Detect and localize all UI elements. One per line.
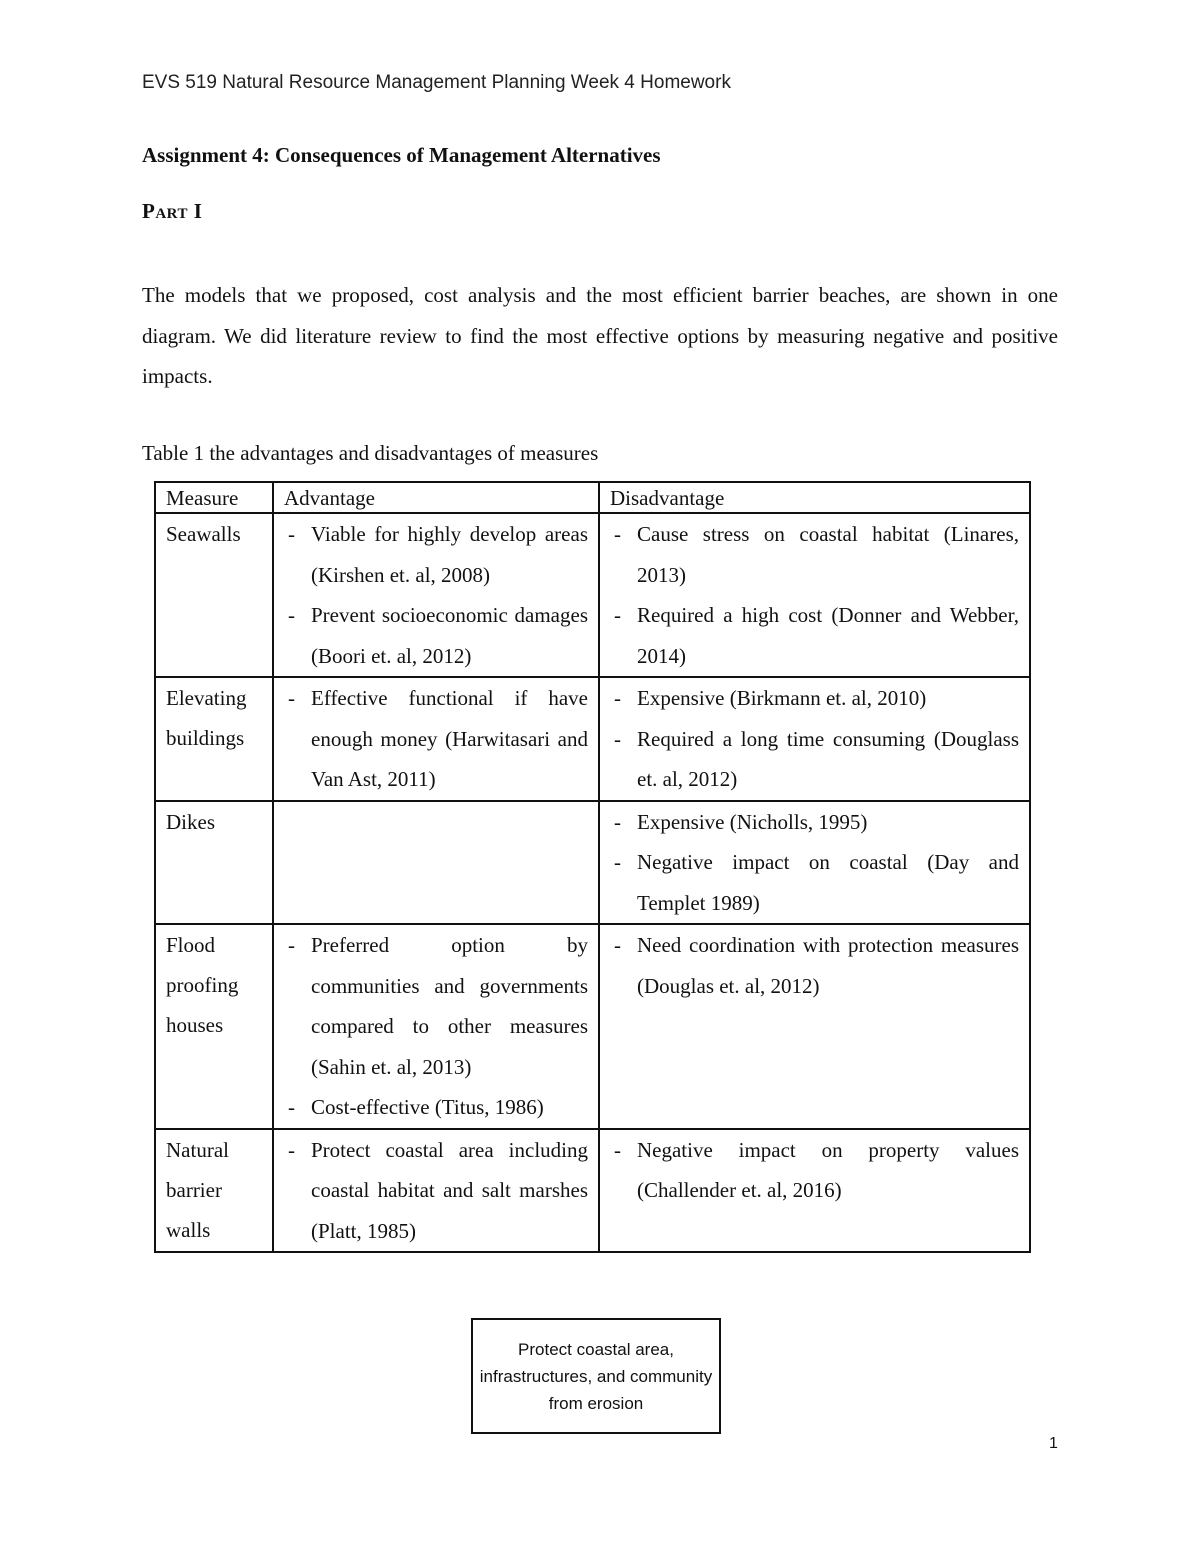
table-row [155, 513, 1030, 677]
disadvantage-item: - Cause stress on coastal habitat (Linares, 2013) [610, 514, 1019, 595]
measure-name: Flood proofing houses [166, 933, 239, 1037]
measure-cell [155, 1129, 273, 1253]
disadvantage-cell [599, 801, 1030, 925]
measure-name: Natural barrier walls [166, 1137, 229, 1242]
disadvantage-item: - Required a high cost (Donner and Webber, 2014) [610, 595, 1019, 676]
disadvantage-item: - Expensive (Nicholls, 1995) [610, 802, 1019, 843]
diagram-goal-box [471, 1318, 721, 1434]
advantage-cell [273, 513, 599, 677]
disadvantage-item: - Required a long time consuming (Douglass et. al, 2012) [610, 719, 1019, 800]
advantage-cell [273, 801, 599, 925]
table-row [155, 801, 1030, 925]
table-header-row [155, 482, 1030, 513]
table-caption: Table 1 the advantages and disadvantages of measures [142, 441, 599, 465]
measure-cell [155, 924, 273, 1129]
disadvantage-cell [599, 1129, 1030, 1253]
measure-name: Dikes [166, 809, 215, 834]
advantage-cell [273, 677, 599, 801]
intro-paragraph: The models that we proposed, cost analysis and the most efficient barrier beaches, are shown in one diagram. We did literature review to find the most effective options by measuring negative and positive impacts. [142, 283, 1058, 388]
disadvantage-item: - Expensive (Birkmann et. al, 2010) [610, 678, 1019, 719]
disadvantage-cell [599, 513, 1030, 677]
header-measure: Measure [155, 482, 273, 513]
measures-table [154, 481, 1031, 1253]
advantage-item: - Protect coastal area including coastal habitat and salt marshes (Platt, 1985) [284, 1130, 588, 1252]
table-row [155, 924, 1030, 1129]
table-row [155, 677, 1030, 801]
disadvantage-cell [599, 924, 1030, 1129]
disadvantage-item: - Need coordination with protection measures (Douglas et. al, 2012) [610, 925, 1019, 1006]
measure-name: Elevating buildings [166, 686, 247, 750]
disadvantage-item: - Negative impact on coastal (Day and Templet 1989) [610, 842, 1019, 923]
header-advantage: Advantage [273, 482, 599, 513]
advantage-item: - Effective functional if have enough money (Harwitasari and Van Ast, 2011) [284, 678, 588, 800]
measure-cell [155, 677, 273, 801]
measure-name: Seawalls [166, 522, 241, 546]
measure-cell [155, 801, 273, 925]
part-heading: Part I [142, 199, 203, 223]
advantage-item: - Preferred option by communities and governments compared to other measures (Sahin et. al, 2013) [284, 925, 588, 1087]
advantage-item: - Cost-effective (Titus, 1986) [284, 1087, 588, 1128]
disadvantage-item: - Negative impact on property values (Challender et. al, 2016) [610, 1130, 1019, 1211]
assignment-title: Assignment 4: Consequences of Management Alternatives [142, 143, 661, 167]
advantage-cell [273, 1129, 599, 1253]
header-disadvantage: Disadvantage [599, 482, 1030, 513]
disadvantage-cell [599, 677, 1030, 801]
measure-cell [155, 513, 273, 677]
page-number: 1 [1049, 1435, 1058, 1452]
advantage-cell [273, 924, 599, 1129]
page-header: EVS 519 Natural Resource Management Planning Week 4 Homework [142, 72, 731, 93]
advantage-item: - Viable for highly develop areas (Kirshen et. al, 2008) [284, 514, 588, 595]
diagram-goal-text: Protect coastal area, infrastructures, and community from erosion [479, 1339, 713, 1413]
table-row [155, 1129, 1030, 1253]
advantage-item: - Prevent socioeconomic damages (Boori et. al, 2012) [284, 595, 588, 676]
